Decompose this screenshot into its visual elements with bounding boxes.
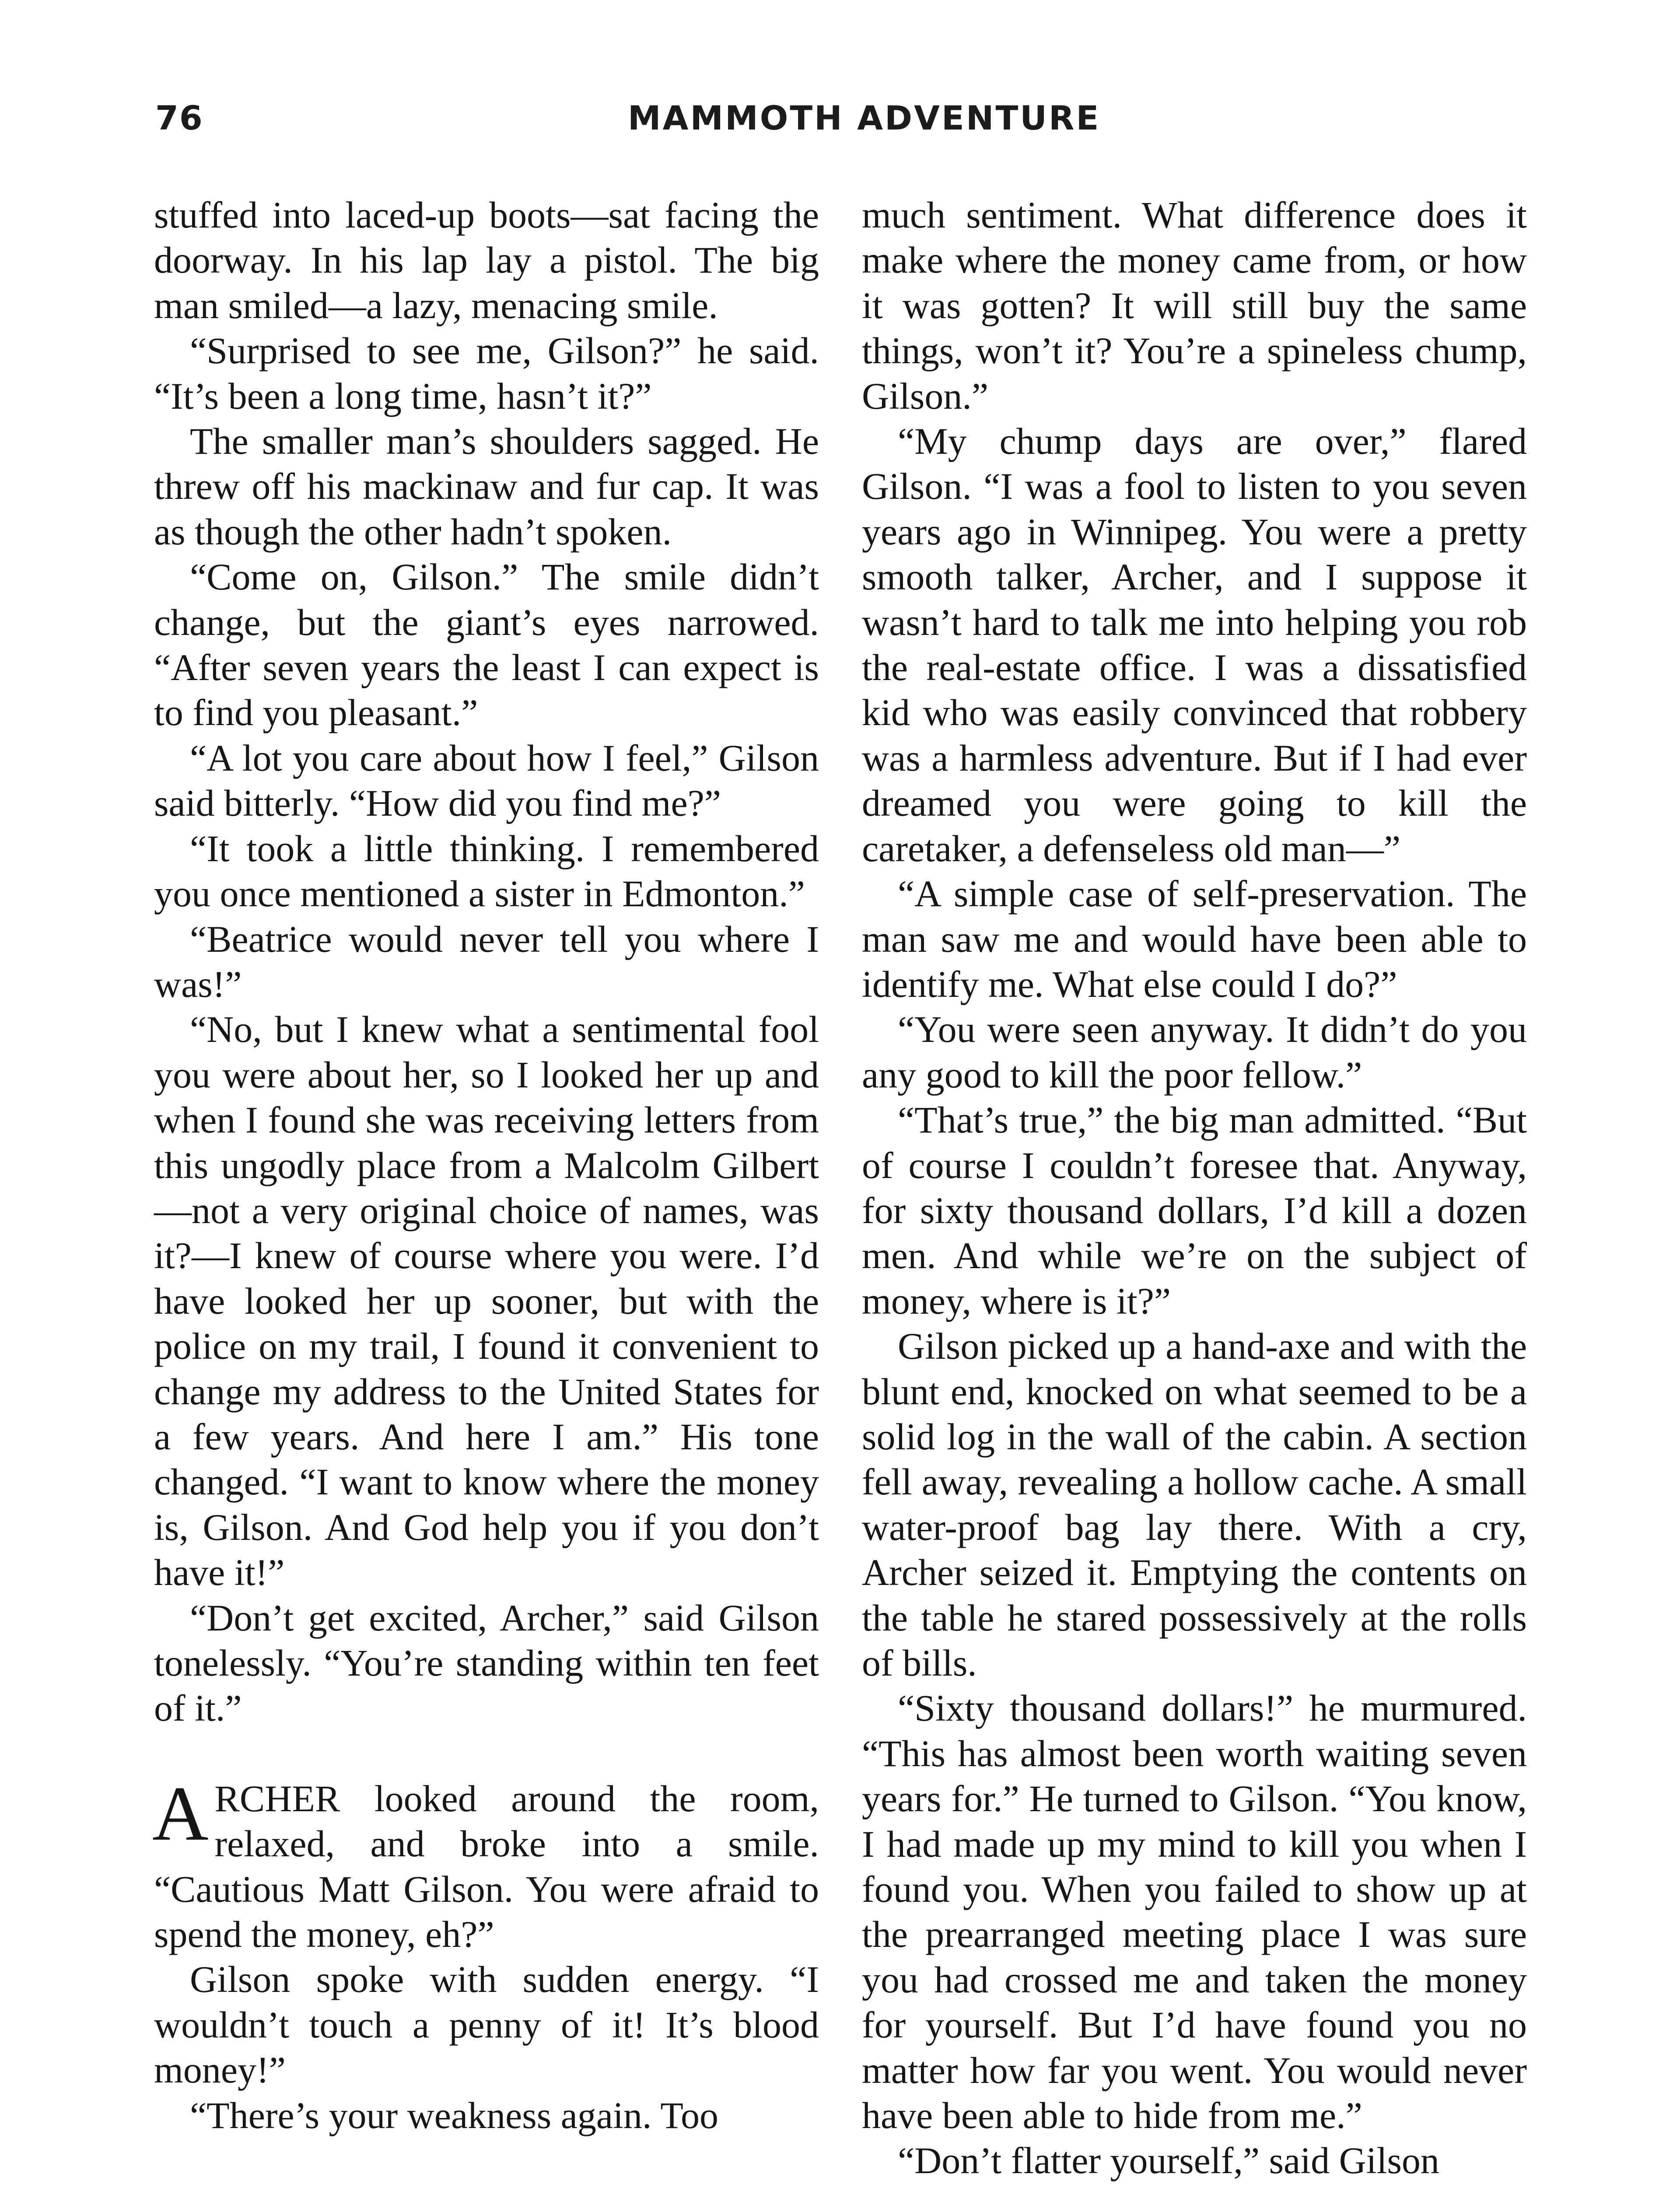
- paragraph: “Beatrice would never tell you where I was!”: [154, 918, 819, 1005]
- paragraph: “Come on, Gilson.” The smile didn’t change, but the giant’s eyes narrowed. “After seven years the least I can expect is to find you pleasant.”: [154, 556, 819, 734]
- paragraph: “A lot you care about how I feel,” Gilson said bitterly. “How did you find me?”: [154, 736, 819, 824]
- paragraph: “Don’t flatter yourself,” said Gilson: [898, 2139, 1439, 2182]
- paragraph: “There’s your weakness again. Too: [190, 2094, 718, 2136]
- drop-cap-paragraph-text: RCHER looked around the room, relaxed, and broke into a smile. “Cautious Matt Gilson. You were afraid to spend the money, eh?”: [154, 1777, 819, 1956]
- paragraph: stuffed into laced-up boots—sat facing the doorway. In his lap lay a pistol. The big man smiled—a lazy, menacing smile.: [154, 194, 819, 326]
- paragraph: “You were seen anyway. It didn’t do you any good to kill the poor fellow.”: [862, 1008, 1527, 1096]
- right-column: [862, 193, 1527, 2184]
- page-header: [155, 98, 1533, 155]
- paragraph: “Sixty thousand dollars!” he murmured. “This has almost been worth waiting seven years for.” He turned to Gilson. “You know, I had made up my mind to kill you when I found you. When you failed to show up at the prearranged meeting place I was sure you had crossed me and taken the money for yourself. But I’d have found you no matter how far you went. You would never have been able to hide from me.”: [862, 1687, 1527, 2137]
- paragraph: “A simple case of self-preservation. The man saw me and would have been able to identify me. What else could I do?”: [862, 873, 1527, 1005]
- paragraph: “Don’t get excited, Archer,” said Gilson tonelessly. “You’re standing within ten feet of it.”: [154, 1596, 819, 1729]
- paragraph: The smaller man’s shoulders sagged. He threw off his mackinaw and fur cap. It was as though the other hadn’t spoken.: [154, 420, 819, 553]
- paragraph: much sentiment. What difference does it make where the money came from, or how it was gotten? It will still buy the same things, won’t it? You’re a spineless chump, Gilson.”: [862, 194, 1527, 417]
- paragraph: “It took a little thinking. I remembered you once mentioned a sister in Edmonton.”: [154, 827, 819, 915]
- drop-cap-letter: A: [152, 1770, 209, 1857]
- drop-cap-paragraph: [152, 1770, 819, 1957]
- section-break: [154, 1731, 819, 1776]
- paragraph: Gilson spoke with sudden energy. “I wouldn’t touch a penny of it! It’s blood money!”: [154, 1958, 819, 2091]
- paragraph: “No, but I knew what a sentimental fool you were about her, so I looked her up and when I found she was receiving letters from this ungodly place from a Malcolm Gilbert—not a very original choice of names, was it?—I knew of course where you were. I’d have looked her up sooner, but with the police on my trail, I found it convenient to change my address to the United States for a few years. And here I am.” His tone changed. “I want to know where the money is, Gilson. And God help you if you don’t have it!”: [154, 1008, 819, 1594]
- left-column: [154, 193, 819, 2138]
- page-number: 76: [155, 98, 203, 137]
- paragraph: “Surprised to see me, Gilson?” he said. “It’s been a long time, hasn’t it?”: [154, 330, 819, 417]
- paragraph: Gilson picked up a hand-axe and with the blunt end, knocked on what seemed to be a solid log in the wall of the cabin. A section fell away, revealing a hollow cache. A small water-proof bag lay there. With a cry, Archer seized it. Emptying the contents on the table he stared possessively at the rolls of bills.: [862, 1325, 1527, 1684]
- paragraph: “My chump days are over,” flared Gilson. “I was a fool to listen to you seven years ago in Winnipeg. You were a pretty smooth talker, Archer, and I suppose it wasn’t hard to talk me into helping you rob the real-estate office. I was a dissatisfied kid who was easily convinced that robbery was a harmless adventure. But if I had ever dreamed you were going to kill the caretaker, a defenseless old man—”: [862, 420, 1527, 870]
- paragraph: “That’s true,” the big man admitted. “But of course I couldn’t foresee that. Anyway, for sixty thousand dollars, I’d kill a dozen men. And while we’re on the subject of money, where is it?”: [862, 1099, 1527, 1322]
- running-title: MAMMOTH ADVENTURE: [628, 98, 1101, 137]
